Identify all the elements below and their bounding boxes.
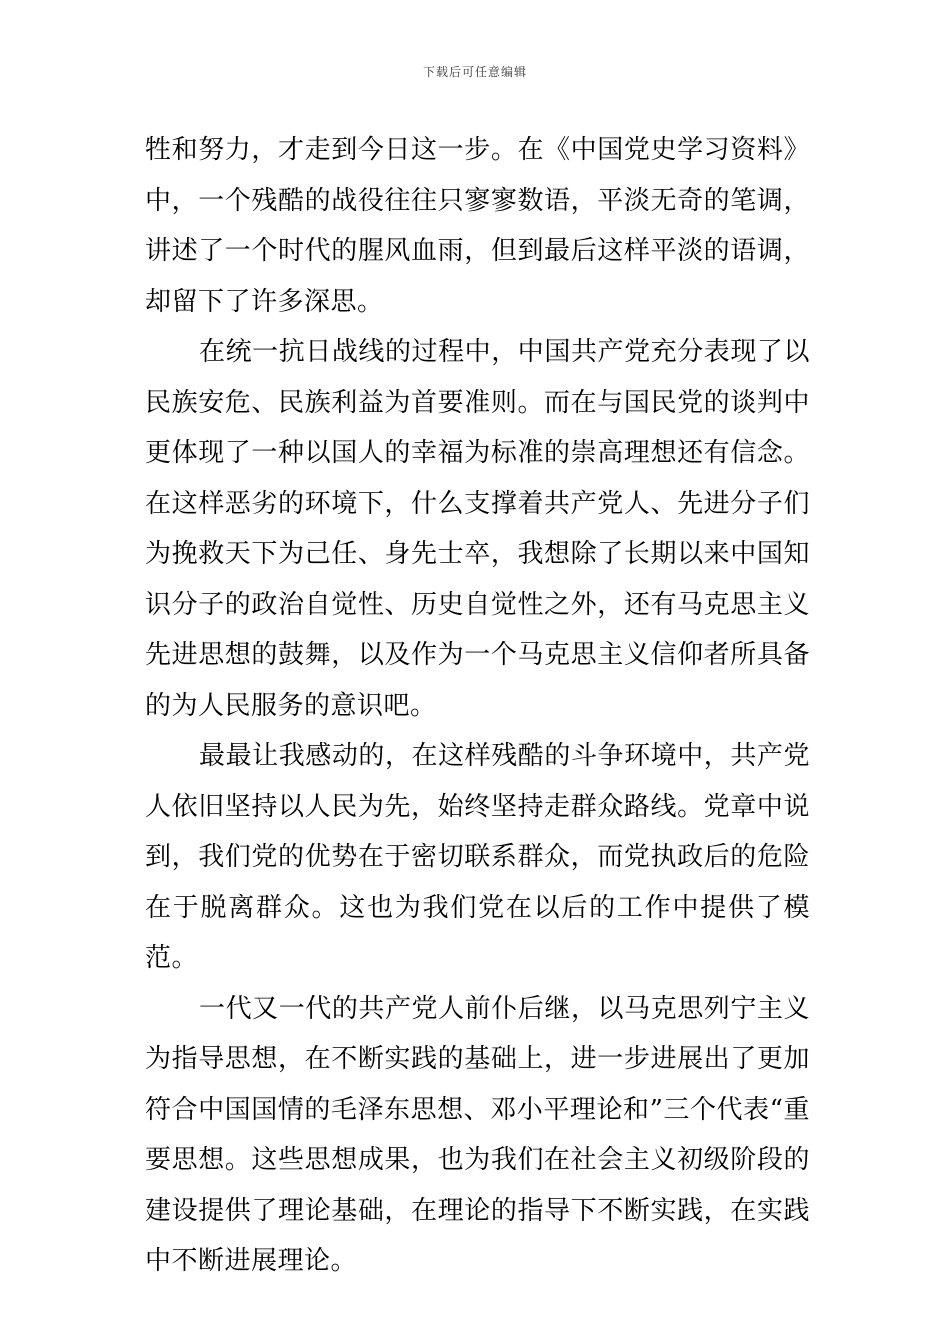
page-header: 下载后可任意编辑 <box>422 65 527 79</box>
paragraph-2: 在统一抗日战线的过程中，中国共产党充分表现了以民族安危、民族利益为首要准则。而在与国民党的谈判中更体现了一种以国人的幸福为标准的崇高理想还有信念。在这样恶劣的环境下，什么支撑着共产党人、先进分子们为挽救天下为己任、身先士卒，我想除了长期以来中国知识分子的政治自觉性、历史自觉性之外，还有马克思主义先进思想的鼓舞，以及作为一个马克思主义信仰者所具备的为人民服务的意识吧。 <box>145 337 810 721</box>
paragraph-1: 牲和努力，才走到今日这一步。在《中国党史学习资料》中，一个残酷的战役往往只寥寥数语，平淡无奇的笔调，讲述了一个时代的腥风血雨，但到最后这样平淡的语调，却留下了许多深思。 <box>145 135 810 317</box>
paragraph-4: 一代又一代的共产党人前仆后继，以马克思列宁主义为指导思想，在不断实践的基础上，进一步进展出了更加符合中国国情的毛泽东思想、邓小平理论和”三个代表“重要思想。这些思想成果，也为我们在社会主义初级阶段的建设提供了理论基础，在理论的指导下不断实践，在实践中不断进展理论。 <box>145 993 810 1276</box>
paragraph-3: 最最让我感动的，在这样残酷的斗争环境中，共产党人依旧坚持以人民为先，始终坚持走群众路线。党章中说到，我们党的优势在于密切联系群众，而党执政后的危险在于脱离群众。这也为我们党在以后的工作中提供了模范。 <box>145 741 810 973</box>
document-body <box>145 125 810 1287</box>
